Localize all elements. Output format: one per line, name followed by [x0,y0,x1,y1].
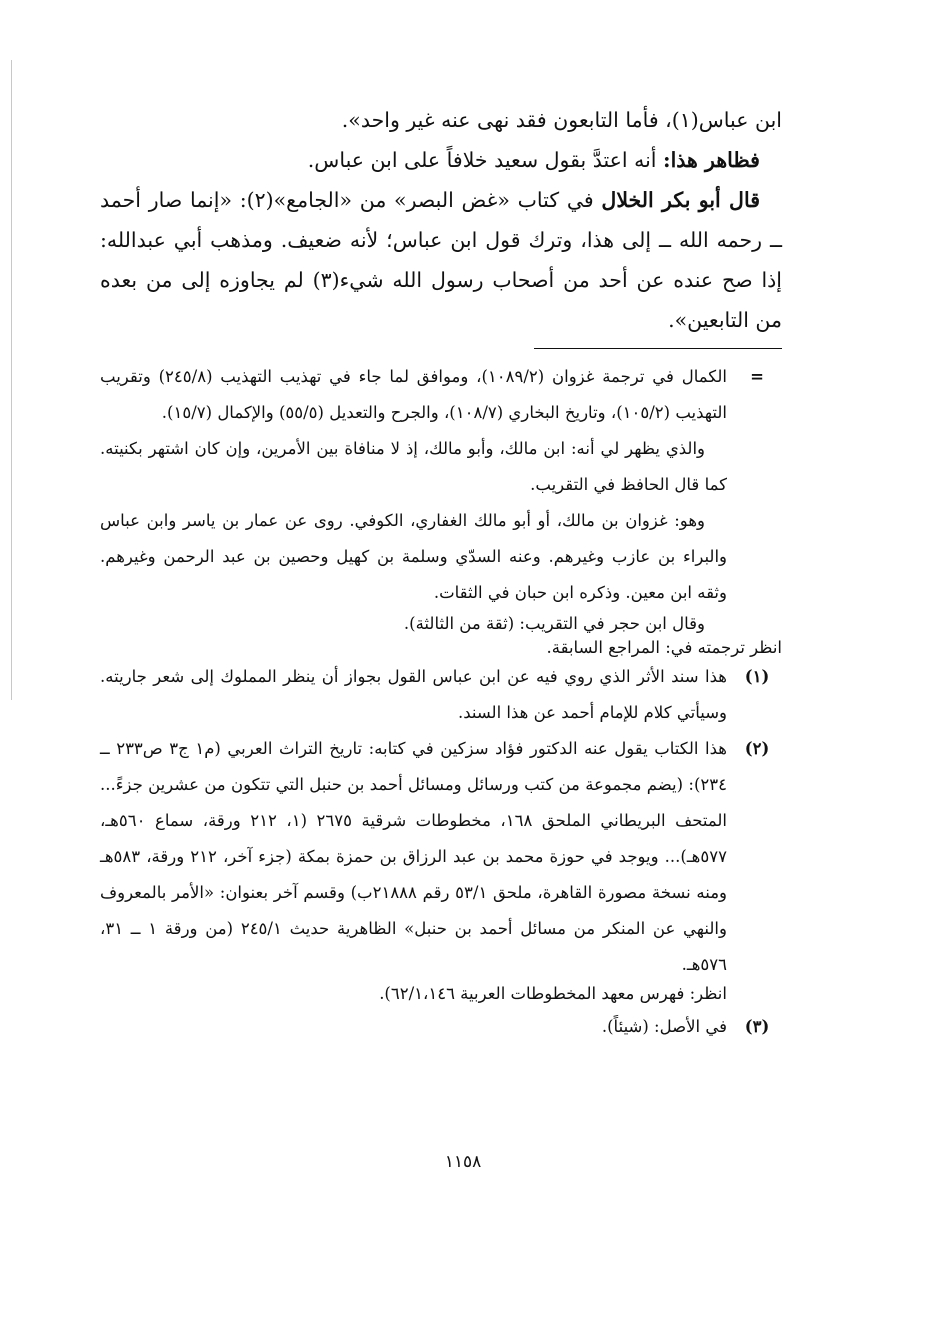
footnote-3 [100,1009,782,1045]
footnote-separator [534,348,782,349]
footnote-continued-text: الكمال في ترجمة غزوان (١٠٨٩/٢)، وموافق لما جاء في تهذيب التهذيب (٢٤٥/٨) وتقريب التهذيب (١٠٥/٢)، وتاريخ البخاري (١٠٨/٧)، والجرح والتعديل (٥٥/٥) والإكمال (١٥/٧). [100,367,727,422]
footnote-paragraph-b: وهو: غزوان بن مالك، أو أبو مالك الغفاري، الكوفي. روى عن عمار بن ياسر وابن عباس والبراء بن عازب وغيرهم. وعنه السدّي وسلمة بن كهيل وحصين بن عبد الرحمن وغيرهم. وثقه ابن معين. وذكره ابن حبان في الثقات. [100,511,727,602]
footnotes [100,359,782,1045]
footnote-paragraph-c: وقال ابن حجر في التقريب: (ثقة من الثالثة). [403,614,705,633]
scan-margin-line [11,60,12,700]
book-page [100,100,782,1045]
paragraph-2-text: أنه اعتدَّ بقول سعيد خلافاً على ابن عباس. [307,148,664,172]
footnote-2-reference: انظر: فهرس معهد المخطوطات العربية ٦٢/١،١٤٦). [379,984,727,1003]
footnote-1-text: هذا سند الأثر الذي روي فيه عن ابن عباس القول بجواز أن ينظر المملوك إلى شعر جاريته. وسيأتي كلام للإمام أحمد عن هذا السند. [100,667,727,722]
paragraph-1: ابن عباس(١)، فأما التابعون فقد نهى عنه غير واحد». [341,108,782,132]
paragraph-2 [100,140,782,180]
paragraph-3 [100,180,782,340]
paragraph-3-lead: قال أبو بكر الخلال [601,188,760,212]
footnote-3-text: في الأصل: (شيئاً). [601,1017,727,1036]
footnote-reference-a: انظر ترجمته في: المراجع السابقة. [546,638,782,657]
footnote-3-marker: (٣) [744,1017,770,1036]
footnote-2-text: هذا الكتاب يقول عنه الدكتور فؤاد سزكين في كتابه: تاريخ التراث العربي (م١ ج٣ ص٢٣٣ ــ ٢٣٤): (يضم مجموعة من كتب ورسائل ومسائل أحمد بن حنبل التي تتكون من عشرين جزءً... المتحف البريطاني الملحق ١٦٨، مخطوطات شرقية ٢٦٧٥ (١، ٢١٢ ورقة، سماع ٥٦٠هـ، ٥٧٧هـ)... ويوجد في حوزة محمد بن عبد الرزاق بن حمزة بمكة (جزء آخر، ٢١٢ ورقة، ٥٨٣هـ ومنه نسخة مصورة القاهرة، ملحق ٥٣/١ رقم ٢١٨٨٨ب) وقسم آخر بعنوان: «الأمر بالمعروف والنهي عن المنكر من مسائل أحمد بن حنبل» الظاهرية حديث ٢٤٥/١ (من ورقة ١ ــ ٣١، ٥٧٦هـ. [100,739,728,974]
page-number: ١١٥٨ [444,1152,482,1172]
footnote-2 [100,731,782,983]
paragraph-3-text: في كتاب «غض البصر» من «الجامع»(٢): «إنما صار أحمد ــ رحمه الله ــ إلى هذا، وترك قول ابن عباس؛ لأنه ضعيف. ومذهب أبي عبدالله: إذا صح عنده عن أحد من أصحاب رسول الله شيء(٣) لم يجاوزه إلى من بعده من التابعين». [100,188,783,332]
footnote-1 [100,659,782,731]
continuation-marker: = [750,367,764,386]
paragraph-2-lead: فظاهر هذا: [663,148,760,172]
footnote-paragraph-a: والذي يظهر لي أنه: ابن مالك، وأبو مالك، إذ لا منافاة بين الأمرين، وإن كان اشتهر بكنيته. كما قال الحافظ في التقريب. [100,439,727,494]
footnote-continued [100,359,782,431]
main-text [100,100,782,340]
footnote-2-marker: (٢) [744,739,770,758]
footnote-1-marker: (١) [744,667,770,686]
